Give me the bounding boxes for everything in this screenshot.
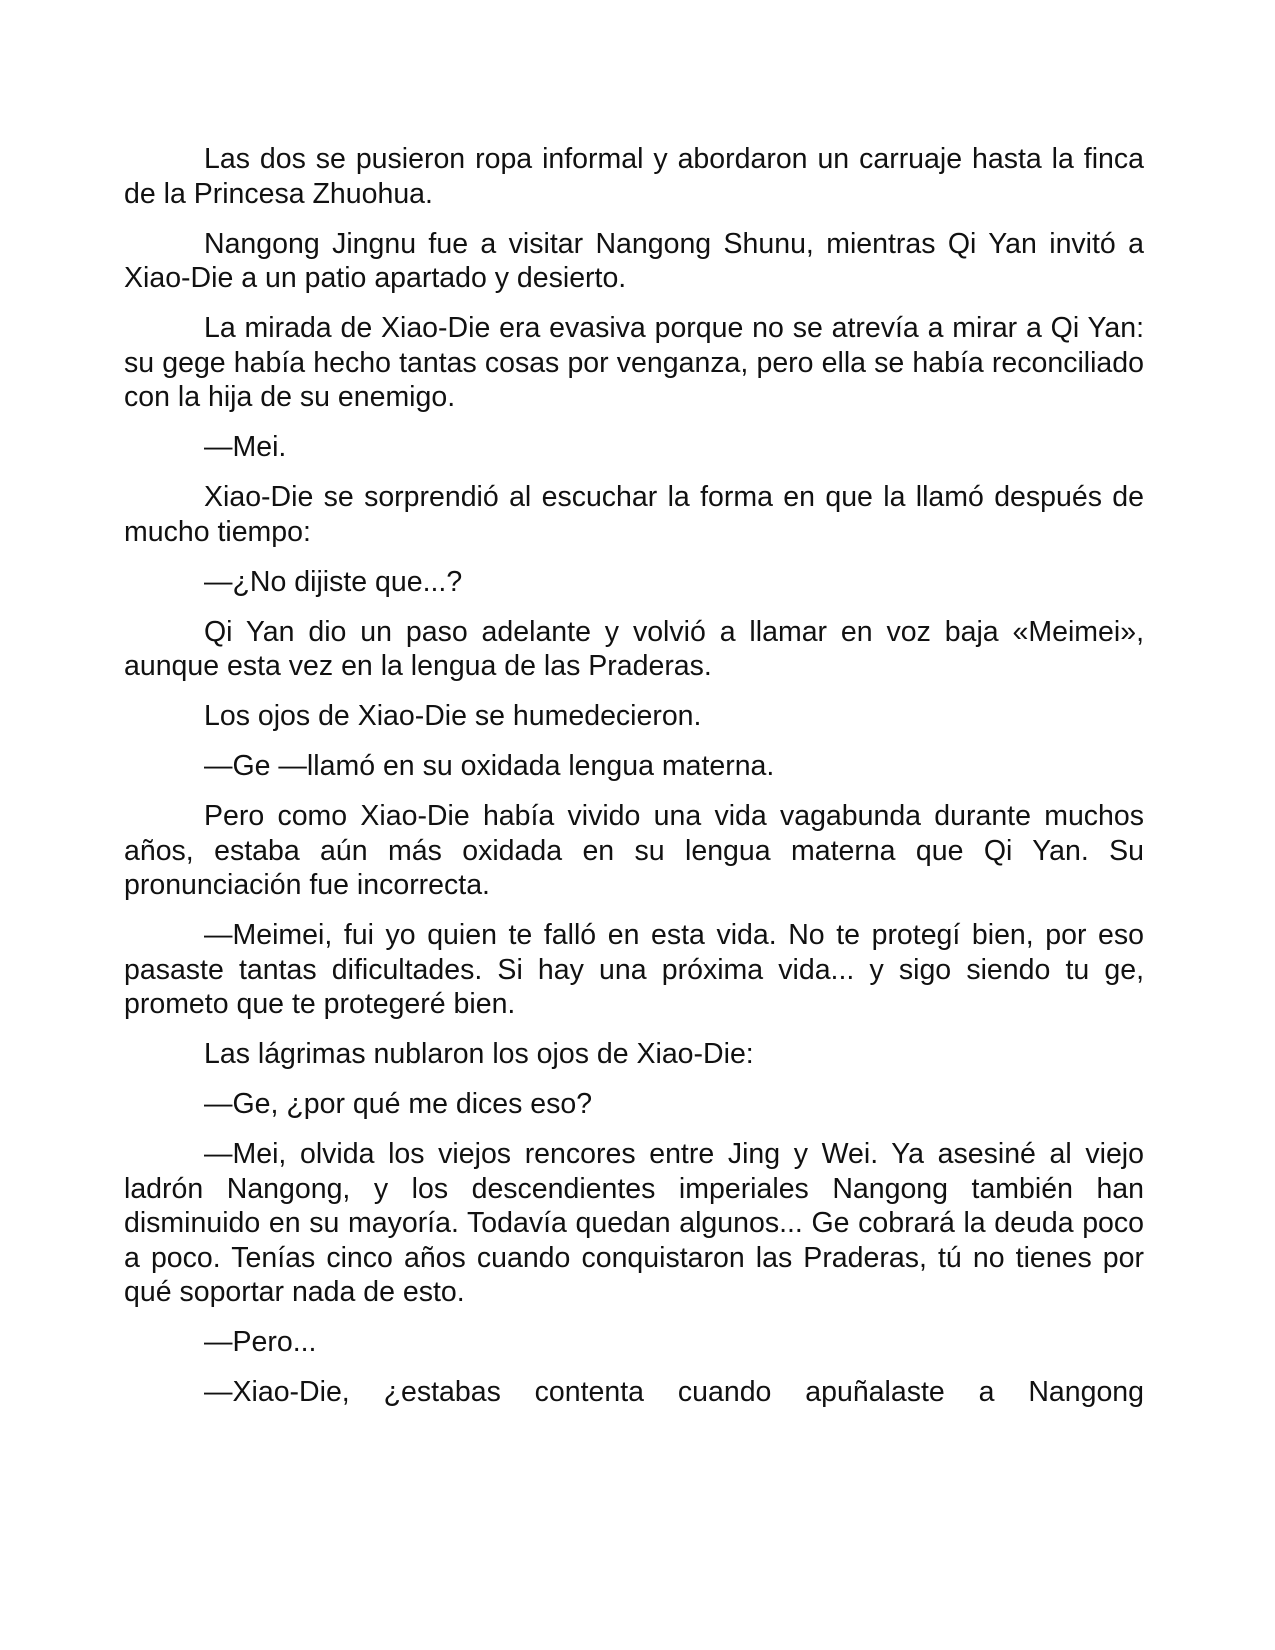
paragraph-8: Los ojos de Xiao-Die se humedecieron. bbox=[204, 700, 702, 732]
paragraph-3: La mirada de Xiao-Die era evasiva porque no se atrevía a mirar a Qi Yan: su gege había hecho tantas cosas por venganza, pero ella se había reconciliado con la hija de su enemigo. bbox=[124, 312, 1144, 413]
paragraph-5: Xiao-Die se sorprendió al escuchar la forma en que la llamó después de mucho tiempo: bbox=[124, 481, 1144, 548]
paragraph-4: —Mei. bbox=[204, 431, 287, 463]
paragraph-16: —Xiao-Die, ¿estabas contenta cuando apuñalaste a Nangong bbox=[204, 1376, 1144, 1408]
paragraph-11: —Meimei, fui yo quien te falló en esta vida. No te protegí bien, por eso pasaste tantas dificultades. Si hay una próxima vida... y sigo siendo tu ge, prometo que te protegeré bien. bbox=[124, 919, 1144, 1020]
body-text bbox=[124, 142, 1144, 1425]
paragraph-1: Las dos se pusieron ropa informal y abordaron un carruaje hasta la finca de la Princesa Zhuohua. bbox=[124, 143, 1144, 210]
paragraph-2: Nangong Jingnu fue a visitar Nangong Shunu, mientras Qi Yan invitó a Xiao-Die a un patio apartado y desierto. bbox=[124, 227, 1144, 294]
paragraph-9: —Ge —llamó en su oxidada lengua materna. bbox=[204, 750, 775, 782]
paragraph-10: Pero como Xiao-Die había vivido una vida vagabunda durante muchos años, estaba aún más oxidada en su lengua materna que Qi Yan. Su pronunciación fue incorrecta. bbox=[124, 800, 1144, 901]
paragraph-12: Las lágrimas nublaron los ojos de Xiao-Die: bbox=[204, 1038, 754, 1070]
paragraph-6: —¿No dijiste que...? bbox=[204, 565, 463, 598]
paragraph-13: —Ge, ¿por qué me dices eso? bbox=[204, 1088, 593, 1120]
paragraph-7: Qi Yan dio un paso adelante y volvió a llamar en voz baja «Meimei», aunque esta vez en la lengua de las Praderas. bbox=[124, 615, 1144, 682]
paragraph-15: —Pero... bbox=[204, 1326, 317, 1358]
paragraph-14: —Mei, olvida los viejos rencores entre Jing y Wei. Ya asesiné al viejo ladrón Nangong, y los descendientes imperiales Nangong también han disminuido en su mayoría. Todavía quedan algunos... Ge cobrará la deuda poco a poco. Tenías cinco años cuando conquistaron las Praderas, tú no tienes por qué soportar nada de esto. bbox=[124, 1138, 1144, 1308]
